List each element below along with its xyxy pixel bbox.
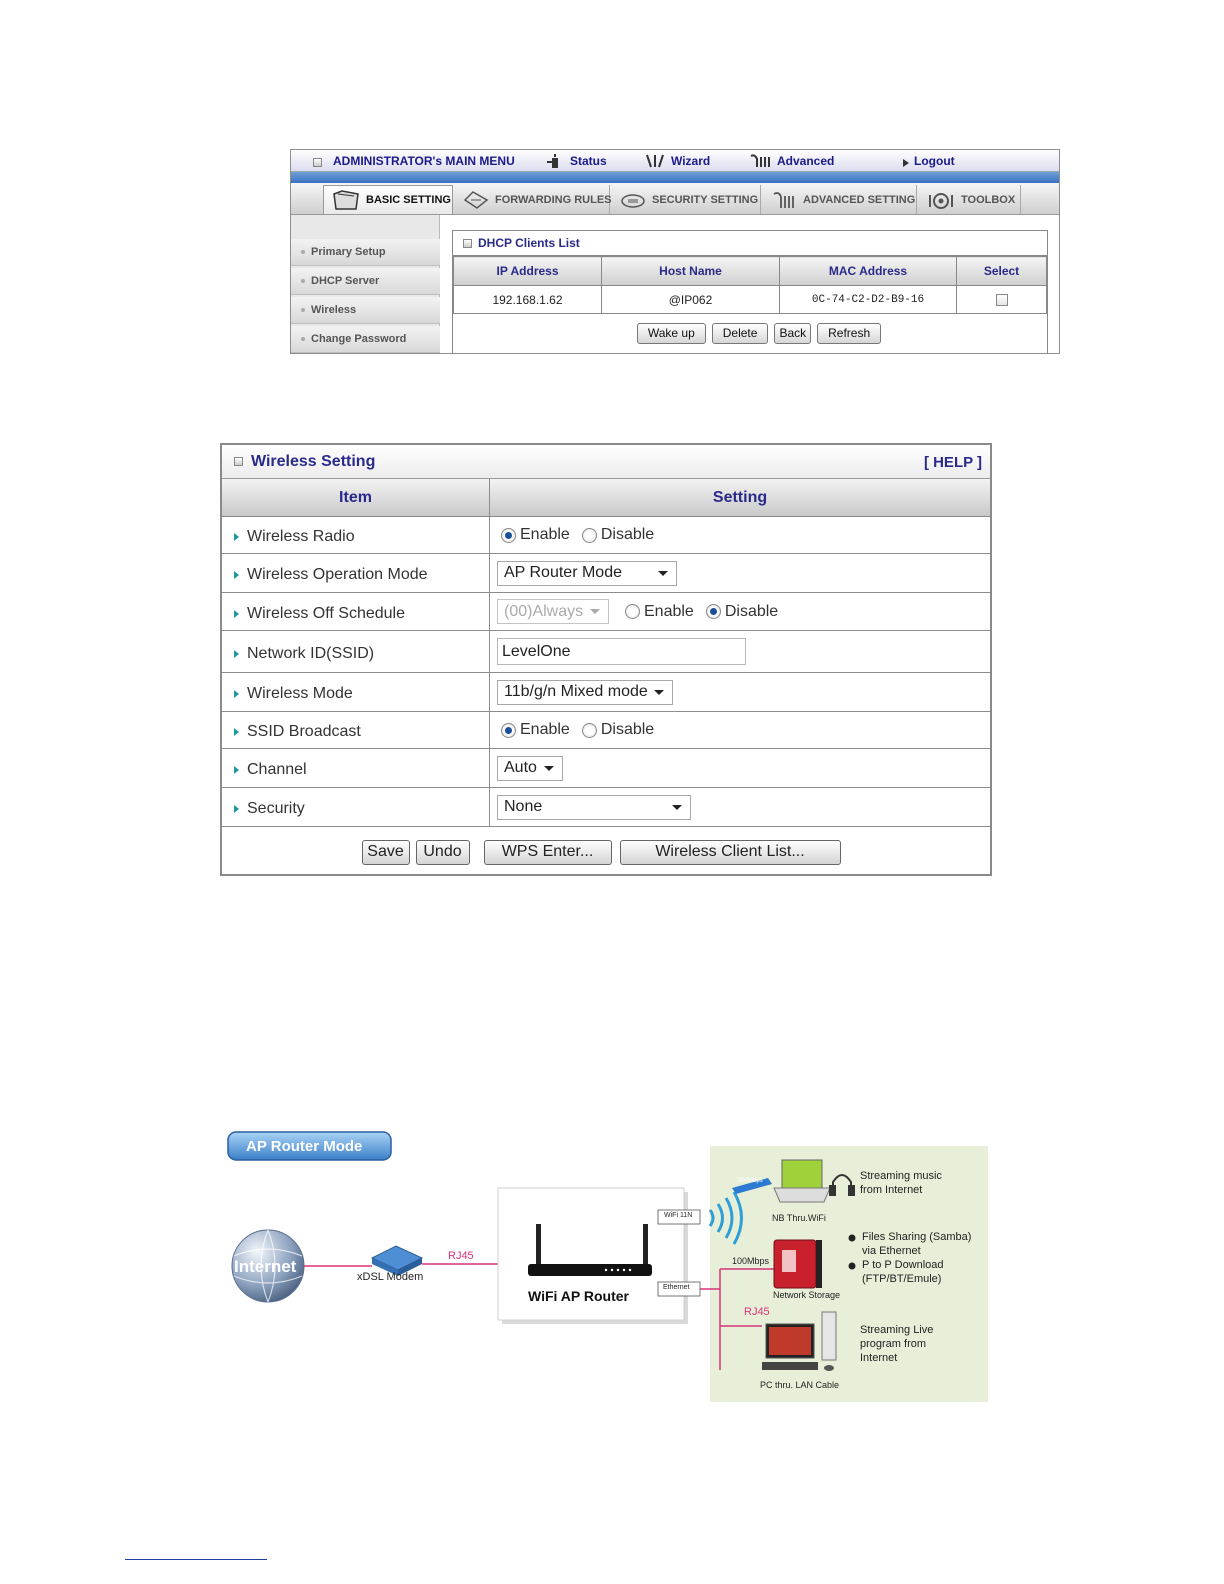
row-ssid-broadcast <box>222 712 990 749</box>
select-value: Auto <box>504 759 537 776</box>
tab-advanced-setting[interactable] <box>763 185 917 214</box>
column-header: IP Address <box>454 257 602 286</box>
row-label: SSID Broadcast <box>247 723 361 740</box>
status-link[interactable]: Status <box>570 154 607 168</box>
radio-disable-label: Disable <box>600 526 655 543</box>
ap-router-mode-diagram <box>226 1130 990 1406</box>
tab-toolbox[interactable] <box>919 185 1021 214</box>
row-ssid <box>222 631 990 673</box>
music-text: Streaming music <box>860 1170 942 1182</box>
sharing-text: via Ethernet <box>862 1245 921 1257</box>
select-value: 11b/g/n Mixed mode <box>504 683 648 700</box>
back-button[interactable]: Back <box>774 323 811 344</box>
row-label: Wireless Mode <box>247 685 353 702</box>
broadcast-radio-disable[interactable] <box>582 723 597 738</box>
dhcp-button-row <box>453 314 1047 352</box>
lan-speed-label: 100Mbps <box>732 1256 770 1266</box>
refresh-button[interactable]: Refresh <box>817 323 881 344</box>
chevron-down-icon <box>658 571 668 576</box>
undo-button[interactable]: Undo <box>416 840 470 865</box>
bullet-icon <box>849 1235 856 1242</box>
column-header-setting: Setting <box>712 488 768 506</box>
select-value: None <box>504 798 543 815</box>
wizard-icon <box>646 154 664 171</box>
row-wireless-mode <box>222 673 990 712</box>
row-arrow-icon <box>234 805 239 813</box>
main-menu-link[interactable]: ADMINISTRATOR's MAIN MENU <box>333 154 515 168</box>
row-arrow-icon <box>234 610 239 618</box>
wireless-title: Wireless Setting <box>251 452 376 470</box>
row-label: Wireless Off Schedule <box>247 604 405 622</box>
row-arrow-icon <box>234 690 239 698</box>
mode-badge: AP Router Mode <box>246 1138 363 1155</box>
tab-label: ADVANCED SETTING <box>803 193 916 206</box>
sidebar-item-label: Change Password <box>311 333 407 345</box>
tab-label: SECURITY SETTING <box>652 193 759 206</box>
schedule-radio-disable[interactable] <box>706 604 721 619</box>
tab-bar <box>291 183 1059 215</box>
column-header-item: Item <box>222 479 490 516</box>
admin-panel <box>290 149 1060 354</box>
wireless-title-bar <box>222 445 990 479</box>
wireless-button-bar <box>222 827 990 877</box>
dhcp-panel-title <box>453 231 1047 256</box>
row-operation-mode <box>222 554 990 593</box>
row-arrow-icon <box>234 533 239 541</box>
radio-enable-label: Enable <box>520 526 570 543</box>
folder-icon <box>332 190 360 210</box>
modem-label: xDSL Modem <box>357 1271 424 1283</box>
router-label: WiFi AP Router <box>528 1288 629 1304</box>
chevron-down-icon <box>654 690 664 695</box>
mac-cell: 0C-74-C2-D2-B9-16 <box>780 286 957 314</box>
pc-label: PC thru. LAN Cable <box>760 1380 840 1390</box>
security-icon <box>620 190 646 210</box>
forwarding-icon <box>463 190 489 210</box>
bullet-icon <box>301 308 305 312</box>
bullet-icon <box>301 337 305 341</box>
menu-square-icon <box>313 156 322 170</box>
delete-button[interactable]: Delete <box>712 323 769 344</box>
top-menu-bar <box>291 150 1059 172</box>
wizard-link[interactable]: Wizard <box>671 154 711 168</box>
sharing-text: (FTP/BT/Emule) <box>862 1273 942 1285</box>
dhcp-clients-table <box>453 256 1047 314</box>
sidebar-item-label: DHCP Server <box>311 275 380 287</box>
status-icon <box>547 154 563 171</box>
network-storage-icon <box>774 1240 822 1288</box>
radio-disable[interactable] <box>582 528 597 543</box>
sidebar-item-change-password[interactable] <box>291 326 440 353</box>
tab-security-setting[interactable] <box>612 185 761 214</box>
panel-square-icon <box>463 239 472 248</box>
row-label: Network ID(SSID) <box>247 644 375 662</box>
sharing-text: P to P Download <box>862 1259 944 1271</box>
host-cell: @IP062 <box>602 286 780 314</box>
ssid-input[interactable]: LevelOne <box>497 638 746 665</box>
operation-mode-select[interactable] <box>497 561 677 586</box>
tab-basic-setting[interactable] <box>323 185 453 214</box>
nb-label: NB Thru.WiFi <box>772 1213 826 1223</box>
channel-select[interactable] <box>497 756 563 781</box>
dhcp-title-text: DHCP Clients List <box>478 236 580 250</box>
sidebar <box>291 215 440 354</box>
tab-label: TOOLBOX <box>961 193 1016 206</box>
footnote-separator <box>125 1559 267 1560</box>
logout-link[interactable]: Logout <box>914 154 955 168</box>
storage-label: Network Storage <box>773 1290 841 1300</box>
help-link[interactable]: [ HELP ] <box>923 454 982 471</box>
bullet-icon <box>301 250 305 254</box>
tab-label: FORWARDING RULES <box>495 193 612 206</box>
schedule-disable-label: Disable <box>724 602 779 620</box>
wifi-port-label: WiFi 11N <box>664 1212 693 1219</box>
row-label: Wireless Radio <box>247 528 355 545</box>
advanced-icon <box>749 154 771 171</box>
schedule-enable-label: Enable <box>644 602 694 620</box>
logout-arrow-icon <box>903 156 909 170</box>
wireless-client-list-button[interactable]: Wireless Client List... <box>620 840 841 865</box>
bullet-icon <box>849 1263 856 1270</box>
save-button[interactable]: Save <box>362 840 410 865</box>
row-label: Security <box>247 800 305 817</box>
wake-up-button[interactable]: Wake up <box>637 323 706 344</box>
off-schedule-select <box>497 599 609 624</box>
tab-label: BASIC SETTING <box>366 194 451 206</box>
column-header: MAC Address <box>780 257 957 286</box>
sidebar-item-label: Wireless <box>311 304 357 316</box>
rj45-lan-label: RJ45 <box>744 1306 770 1318</box>
live-text: Streaming Live <box>860 1324 934 1336</box>
live-text: Internet <box>860 1352 898 1364</box>
sidebar-item-label: Primary Setup <box>311 246 386 258</box>
row-off-schedule <box>222 593 990 631</box>
dhcp-clients-panel <box>452 230 1048 354</box>
row-channel <box>222 749 990 788</box>
music-text: from Internet <box>860 1184 923 1196</box>
select-value: (00)Always <box>504 602 584 620</box>
table-header-row <box>454 257 1047 286</box>
column-header: Select <box>957 257 1047 286</box>
sharing-text: Files Sharing (Samba) <box>862 1231 972 1243</box>
toolbox-icon <box>927 190 955 210</box>
advanced-setting-icon <box>771 190 797 210</box>
ethernet-port-label: Ethernet <box>663 1284 690 1291</box>
live-text: program from <box>860 1338 927 1350</box>
panel-square-icon <box>234 457 243 466</box>
laptop-icon <box>774 1160 830 1202</box>
chevron-down-icon <box>672 805 682 810</box>
broadcast-radio-enable[interactable] <box>501 723 516 738</box>
wifi-speed-label: 300Mbps <box>738 1178 763 1184</box>
select-checkbox[interactable] <box>996 294 1008 306</box>
broadcast-disable-label: Disable <box>600 721 655 738</box>
rj45-label: RJ45 <box>448 1250 474 1262</box>
bullet-icon <box>301 279 305 283</box>
row-wireless-radio <box>222 517 990 554</box>
wps-enter-button[interactable]: WPS Enter... <box>484 840 612 865</box>
row-security <box>222 788 990 827</box>
select-cell <box>957 286 1047 314</box>
row-label: Channel <box>247 761 307 778</box>
chevron-down-icon <box>590 609 600 614</box>
row-arrow-icon <box>234 650 239 658</box>
ip-cell: 192.168.1.62 <box>454 286 602 314</box>
column-header: Host Name <box>602 257 780 286</box>
wireless-setting-panel <box>220 443 992 876</box>
wireless-table-header <box>222 479 990 517</box>
chevron-down-icon <box>544 766 554 771</box>
row-arrow-icon <box>234 571 239 579</box>
broadcast-enable-label: Enable <box>520 721 570 738</box>
sidebar-item-dhcp-server[interactable] <box>291 268 440 295</box>
table-row <box>454 286 1047 314</box>
schedule-radio-enable[interactable] <box>625 604 640 619</box>
select-value: AP Router Mode <box>504 564 622 581</box>
blue-strip <box>291 172 1059 183</box>
row-label: Wireless Operation Mode <box>247 566 428 583</box>
wireless-mode-select[interactable] <box>497 680 673 705</box>
sidebar-item-primary-setup[interactable] <box>291 239 440 266</box>
advanced-link[interactable]: Advanced <box>777 154 835 168</box>
row-arrow-icon <box>234 728 239 736</box>
row-arrow-icon <box>234 766 239 774</box>
internet-label: Internet <box>234 1257 297 1276</box>
security-select[interactable] <box>497 795 691 820</box>
tab-forwarding-rules[interactable] <box>455 185 610 214</box>
sidebar-item-wireless[interactable] <box>291 297 440 324</box>
radio-enable[interactable] <box>501 528 516 543</box>
